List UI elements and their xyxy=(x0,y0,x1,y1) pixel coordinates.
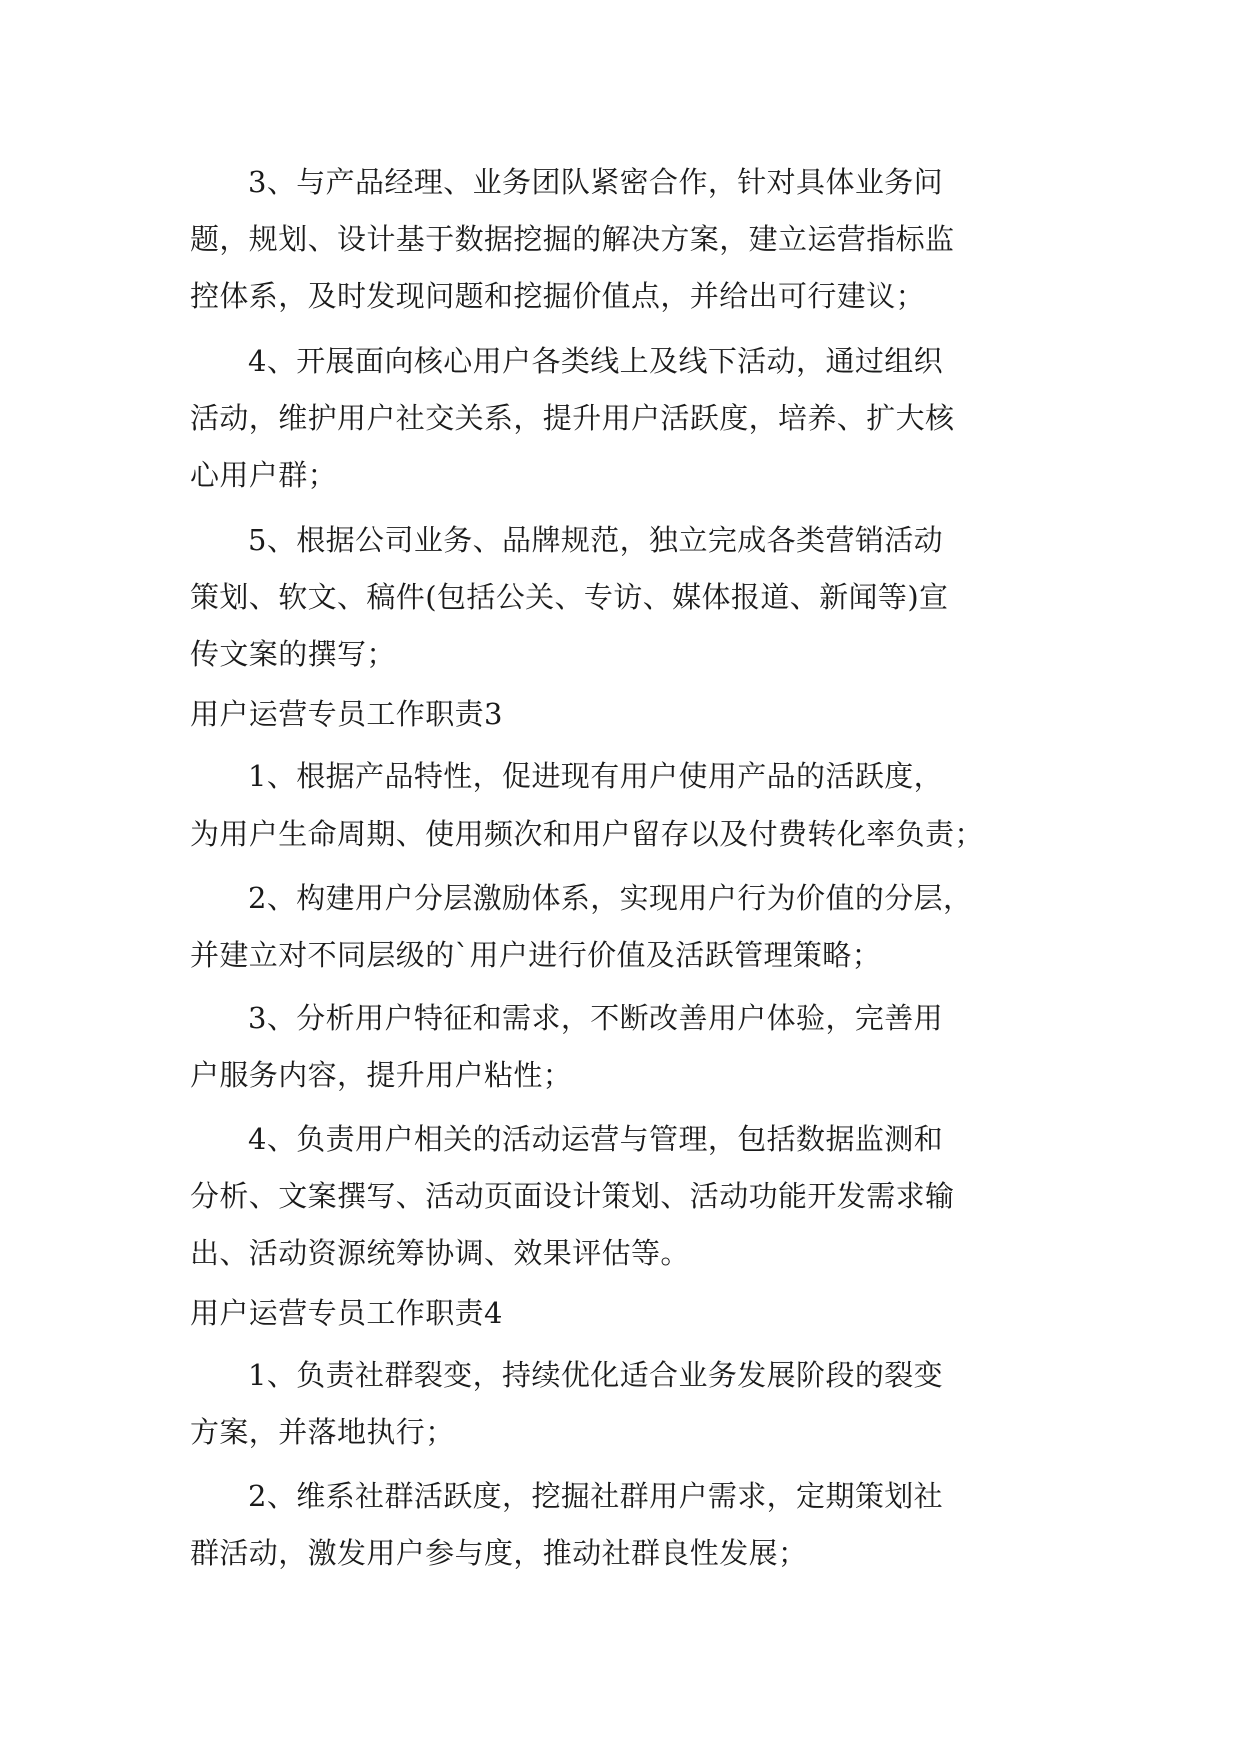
paragraph-line: 控体系，及时发现问题和挖掘价值点，并给出可行建议； xyxy=(190,279,926,313)
paragraph-line: 5、根据公司业务、品牌规范，独立完成各类营销活动 xyxy=(248,523,944,557)
paragraph-line: 2、构建用户分层激励体系，实现用户行为价值的分层， xyxy=(248,881,973,915)
paragraph-line: 4、负责用户相关的活动运营与管理，包括数据监测和 xyxy=(248,1122,944,1156)
section-heading: 用户运营专员工作职责4 xyxy=(190,1296,503,1330)
paragraph-line: 1、负责社群裂变，持续优化适合业务发展阶段的裂变 xyxy=(248,1358,944,1392)
paragraph-line: 并建立对不同层级的`用户进行价值及活跃管理策略； xyxy=(190,938,882,972)
paragraph-line: 3、分析用户特征和需求，不断改善用户体验，完善用 xyxy=(248,1001,944,1035)
section-heading: 用户运营专员工作职责3 xyxy=(190,697,503,731)
paragraph-line: 出、活动资源统筹协调、效果评估等。 xyxy=(190,1236,690,1270)
paragraph-line: 策划、软文、稿件(包括公关、专访、媒体报道、新闻等)宣 xyxy=(190,580,949,614)
paragraph-line: 户服务内容，提升用户粘性； xyxy=(190,1058,573,1092)
paragraph-line: 4、开展面向核心用户各类线上及线下活动，通过组织 xyxy=(248,344,944,378)
paragraph-line: 分析、文案撰写、活动页面设计策划、活动功能开发需求输 xyxy=(190,1179,955,1213)
paragraph-line: 2、维系社群活跃度，挖掘社群用户需求，定期策划社 xyxy=(248,1479,944,1513)
paragraph-line: 题，规划、设计基于数据挖掘的解决方案，建立运营指标监 xyxy=(190,222,955,256)
paragraph-line: 3、与产品经理、业务团队紧密合作，针对具体业务问 xyxy=(248,165,944,199)
paragraph-line: 群活动，激发用户参与度，推动社群良性发展； xyxy=(190,1536,808,1570)
paragraph-line: 传文案的撰写； xyxy=(190,637,396,671)
paragraph-line: 活动，维护用户社交关系，提升用户活跃度，培养、扩大核 xyxy=(190,401,955,435)
paragraph-line: 1、根据产品特性，促进现有用户使用产品的活跃度， xyxy=(248,759,944,793)
paragraph-line: 方案，并落地执行； xyxy=(190,1415,455,1449)
paragraph-line: 心用户群； xyxy=(190,458,338,492)
paragraph-line: 为用户生命周期、使用频次和用户留存以及付费转化率负责； xyxy=(190,817,984,851)
